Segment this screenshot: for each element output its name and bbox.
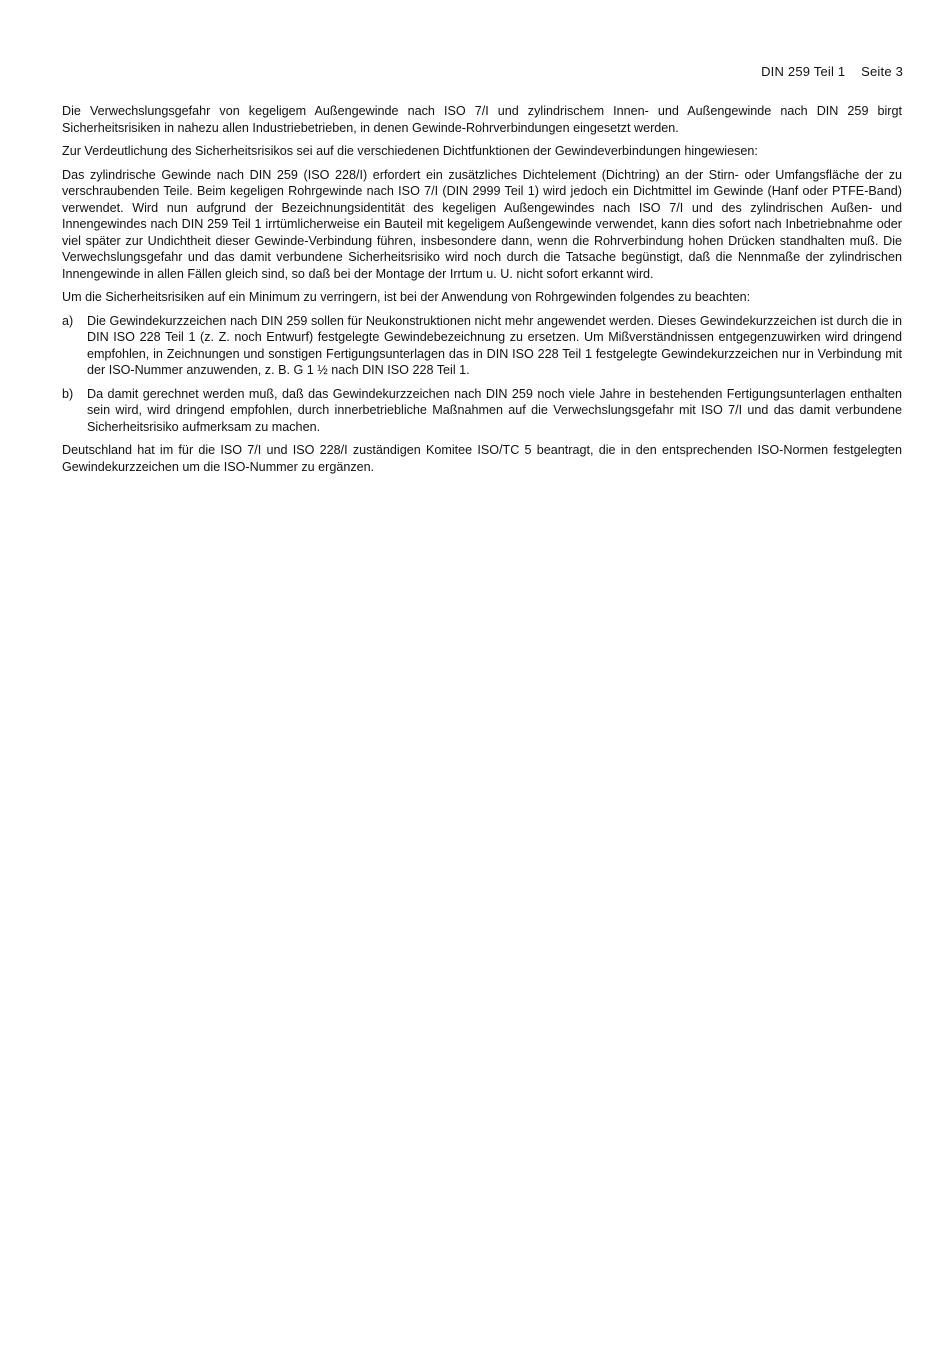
- measures-list: [62, 313, 902, 436]
- list-item: [62, 313, 902, 379]
- paragraph-sealing-intro: Zur Verdeutlichung des Sicherheitsrisikos sei auf die verschiedenen Dichtfunktionen der Gewindeverbindungen hingewiesen:: [62, 144, 758, 158]
- paragraph-measures-intro: Um die Sicherheitsrisiken auf ein Minimum zu verringern, ist bei der Anwendung von Rohrgewinden folgendes zu beachten:: [62, 290, 751, 304]
- paragraph-intro: Die Verwechslungsgefahr von kegeligem Außengewinde nach ISO 7/I und zylindrischem Innen- und Außengewinde nach DIN 259 birgt Sicherheitsrisiken in nahezu allen Industriebetrieben, in denen Gewinde-Rohrverbindungen eingesetzt werden.: [62, 104, 902, 135]
- list-marker: b): [62, 386, 74, 401]
- paragraph-sealing-details: Das zylindrische Gewinde nach DIN 259 (ISO 228/I) erfordert ein zusätzliches Dichtelement (Dichtring) an der Stirn- oder Umfangsfläche der zu verschraubenden Teile. Beim kegeligen Rohrgewinde nach ISO 7/I (DIN 2999 Teil 1) wird jedoch ein Dichtmittel im Gewinde (Hanf oder PTFE-Band) verwendet. Wird nun aufgrund der Bezeichnungsidentität des kegeligen Außengewindes nach ISO 7/I und des zylindrischen Außen- und Innengewindes nach DIN 259 Teil 1 irrtümlicherweise ein Bauteil mit kegeligem Außengewinde verwendet, kann dies sofort nach Inbetriebnahme oder viel später zur Undichtheit dieser Gewinde-Verbindung führen, insbesondere dann, wenn die Rohrverbindung hohen Drücken standhalten muß. Die Verwechslungsgefahr und das damit verbundene Sicherheitsrisiko wird noch durch die Tatsache begünstigt, daß die Nennmaße der zylindrischen Innengewinde in allen Fällen gleich sind, so daß bei der Montage der Irrtum u. U. nicht sofort erkannt wird.: [62, 167, 902, 281]
- list-marker: a): [62, 313, 74, 328]
- list-item-text: Da damit gerechnet werden muß, daß das Gewindekurzzeichen nach DIN 259 noch viele Jahre in bestehenden Fertigungsunterlagen enthalten sein wird, wird dringend empfohlen, durch innerbetriebliche Maßnahmen auf die Verwechslungsgefahr mit ISO 7/I und das damit verbundene Sicherheitsrisiko aufmerksam zu machen.: [87, 386, 902, 434]
- list-item-text: Die Gewindekurzzeichen nach DIN 259 sollen für Neukonstruktionen nicht mehr angewendet werden. Dieses Gewindekurzzeichen ist durch die in DIN ISO 228 Teil 1 (z. Z. noch Entwurf) festgelegte Gewindebezeichnung zu ersetzen. Um Mißverständnissen entgegenzuwirken wird dringend empfohlen, in Zeichnungen und sonstigen Fertigungsunterlagen das in DIN ISO 228 Teil 1 festgelegte Gewindekurzzeichen nur in Verbindung mit der ISO-Nummer anzuwenden, z. B. G 1 ½ nach DIN ISO 228 Teil 1.: [87, 313, 902, 377]
- list-item: [62, 386, 902, 436]
- page-number: Seite 3: [861, 64, 903, 79]
- document-body: [62, 103, 902, 482]
- page-header: [761, 64, 903, 79]
- document-number: DIN 259 Teil 1: [761, 64, 846, 79]
- paragraph-closing: Deutschland hat im für die ISO 7/I und ISO 228/I zuständigen Komitee ISO/TC 5 beantragt, die in den entsprechenden ISO-Normen festgelegten Gewindekurzzeichen um die ISO-Nummer zu ergänzen.: [62, 443, 902, 474]
